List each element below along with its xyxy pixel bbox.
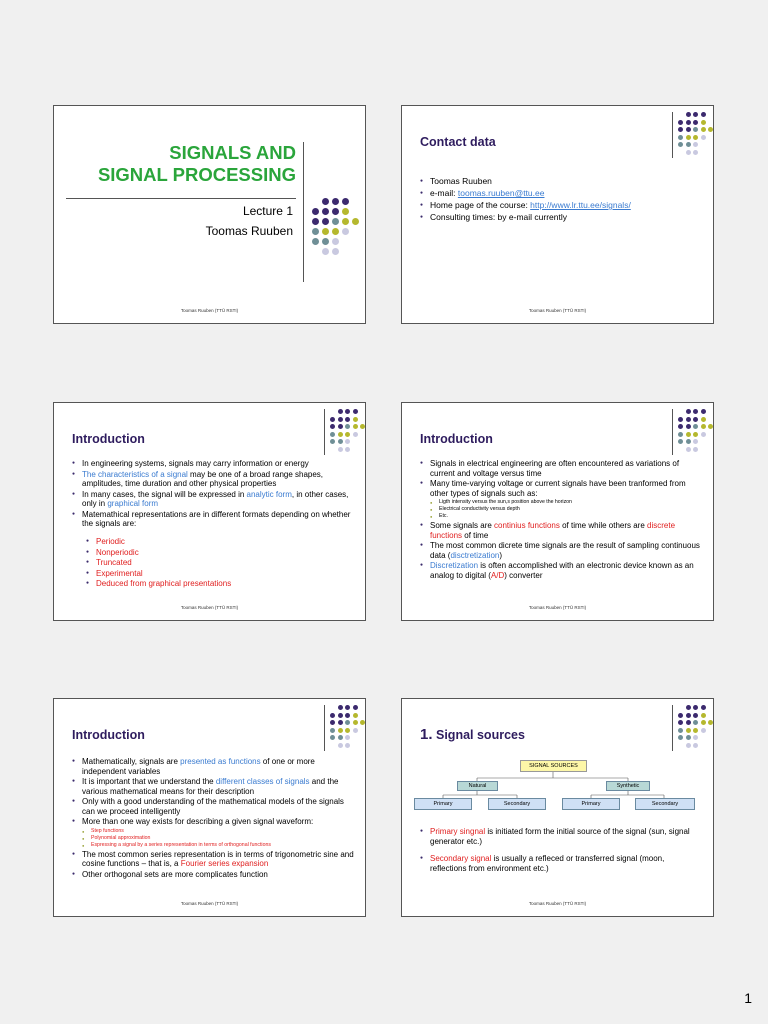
decor-dot — [693, 120, 698, 125]
list-item: ● Periodic — [86, 537, 336, 547]
list-item: ● Nonperiodic — [86, 548, 336, 558]
decor-dot — [686, 447, 691, 452]
list-item: ● More than one way exists for describing a given signal waveform: ● Step functions ● Polynomial approximation ● Espressing a signal by a series representation in terms of orthogonal functions — [72, 817, 354, 849]
sub-list — [82, 828, 354, 849]
decor-dot — [342, 218, 349, 225]
decor-dot — [686, 135, 691, 140]
decor-dot — [345, 705, 350, 710]
list-item: ● Matemathical representations are in different formats depending on whether the signals are: — [72, 510, 354, 529]
decor-dot — [678, 432, 683, 437]
diagram-natural-node: Natural — [457, 781, 498, 791]
decor-dot — [312, 208, 319, 215]
author-label: Toomas Ruuben — [205, 224, 293, 238]
decor-dot — [353, 713, 358, 718]
diagram-leaf-node: Primary — [562, 798, 620, 810]
decor-dot — [353, 409, 358, 414]
decor-dot — [322, 238, 329, 245]
decor-dot — [322, 248, 329, 255]
bullet-list — [72, 757, 354, 880]
slide-title-heading: SIGNALS AND SIGNAL PROCESSING — [97, 142, 296, 185]
list-item: ● Primary singnal is initiated form the initial source of the signal (sun, signal generator etc.) — [420, 827, 702, 846]
decor-dot — [322, 228, 329, 235]
decor-dot — [353, 720, 358, 725]
decor-dot — [330, 424, 335, 429]
list-item: ● Ligth intensity versus the sun,s position above the horizon — [430, 499, 702, 506]
decor-dot — [686, 120, 691, 125]
slide-footer: Toomas Ruuben (TTÜ RSTI) — [180, 308, 239, 313]
list-item: ● In many cases, the signal will be expressed in analytic form, in other cases, only in graphical form — [72, 490, 354, 509]
decor-dot — [686, 127, 691, 132]
decor-dot — [708, 424, 713, 429]
decor-dot — [701, 417, 706, 422]
diagram-root-node: SIGNAL SOURCES — [520, 760, 587, 772]
decor-dot — [332, 238, 339, 245]
divider-vertical — [324, 705, 325, 751]
decor-dot — [701, 120, 706, 125]
decor-dot — [330, 735, 335, 740]
decor-dot — [312, 218, 319, 225]
list-item: ● Polynomial approximation — [82, 835, 354, 842]
bullet-list — [420, 827, 702, 874]
decor-dot — [678, 142, 683, 147]
decor-dot — [330, 439, 335, 444]
decor-dot — [338, 424, 343, 429]
list-item: ● The most common series representation is in terms of trigonometric sine and cosine functions – that is, a Fourier series expansion — [72, 850, 354, 869]
decor-dot — [353, 705, 358, 710]
decor-dot — [693, 424, 698, 429]
decor-dot — [330, 432, 335, 437]
decor-dot — [322, 208, 329, 215]
decor-dot — [332, 198, 339, 205]
decor-dot — [701, 424, 706, 429]
decor-dot — [312, 228, 319, 235]
list-item: ● Consulting times: by e-mail currently — [420, 212, 700, 223]
decor-dot — [353, 417, 358, 422]
decor-dot — [338, 728, 343, 733]
divider-vertical — [303, 142, 304, 282]
decor-dot — [345, 728, 350, 733]
list-item: ● In engineering systems, signals may carry information or energy — [72, 459, 354, 469]
diagram-leaf-node: Secondary — [488, 798, 546, 810]
decor-dot — [345, 735, 350, 740]
list-item: ● Some signals are continius functions of time while others are discrete functions of time — [420, 521, 702, 540]
decor-dot — [360, 720, 365, 725]
decor-dot — [338, 743, 343, 748]
slide-heading: Introduction — [420, 432, 493, 446]
decor-dot — [693, 439, 698, 444]
list-item: ● Only with a good understanding of the mathematical models of the signals can we proceed intelligently — [72, 797, 354, 816]
decor-dot — [332, 218, 339, 225]
diagram-leaf-node: Secondary — [635, 798, 695, 810]
decor-dot — [345, 713, 350, 718]
decor-dot — [693, 135, 698, 140]
decor-dot — [686, 409, 691, 414]
decor-dot — [312, 238, 319, 245]
list-item: ● Etc. — [430, 513, 702, 520]
list-item: ● Home page of the course: http://www.lr.ttu.ee/signals/ — [420, 200, 700, 211]
decor-dot — [701, 112, 706, 117]
decor-dot — [693, 150, 698, 155]
decor-dot — [678, 127, 683, 132]
divider-vertical — [324, 409, 325, 455]
slide-footer: Toomas Ruuben (TTÜ RSTI) — [180, 605, 239, 610]
divider-horizontal — [66, 198, 296, 199]
decor-dot — [338, 439, 343, 444]
slide-footer: Toomas Ruuben (TTÜ RSTI) — [528, 605, 587, 610]
slide-heading: Introduction — [72, 432, 145, 446]
slide-contact — [401, 105, 714, 324]
decor-dot — [330, 713, 335, 718]
list-item: ● Mathematically, signals are presented as functions of one or more independent variables — [72, 757, 354, 776]
decor-dot — [686, 424, 691, 429]
decor-dot — [332, 248, 339, 255]
decor-dot — [701, 127, 706, 132]
decor-dot — [338, 417, 343, 422]
list-item: ● Deduced from graphical presentations — [86, 579, 336, 589]
decor-dot — [353, 424, 358, 429]
decor-dot — [686, 439, 691, 444]
decor-dot — [693, 127, 698, 132]
list-item: ● Discretization is often accomplished with an electronic device known as an analog to digital (A/D) converter — [420, 561, 702, 580]
list-item: ● The characteristics of a signal may be one of a broad range shapes, amplitudes, time duration and other physical properties — [72, 470, 354, 489]
decor-dot — [332, 208, 339, 215]
bullet-list — [72, 459, 354, 530]
decor-dot — [338, 713, 343, 718]
decor-dot — [345, 417, 350, 422]
slide-footer: Toomas Ruuben (TTÜ RSTI) — [528, 308, 587, 313]
list-item: ● Step functions — [82, 828, 354, 835]
slide-signal-sources — [401, 698, 714, 917]
decor-dot — [345, 439, 350, 444]
list-item: ● It is important that we understand the different classes of signals and the various mathematical means for their description — [72, 777, 354, 796]
decor-dot — [693, 432, 698, 437]
decor-dot — [693, 447, 698, 452]
list-item: ● Electrical conductivity versus depth — [430, 506, 702, 513]
decor-dot — [353, 432, 358, 437]
slide-heading: Contact data — [420, 135, 496, 149]
decor-dot — [338, 432, 343, 437]
list-item: ● e-mail: toomas.ruuben@ttu.ee — [420, 188, 700, 199]
decor-dot — [330, 417, 335, 422]
decor-dot — [345, 720, 350, 725]
decor-dot — [338, 447, 343, 452]
slide-heading: Introduction — [72, 728, 145, 742]
decor-dot — [330, 720, 335, 725]
decor-dot — [342, 198, 349, 205]
slide-title — [53, 105, 366, 324]
diagram-leaf-node: Primary — [414, 798, 472, 810]
slide-intro-1 — [53, 402, 366, 621]
sub-list — [430, 499, 702, 520]
lecture-label: Lecture 1 — [242, 204, 293, 218]
list-item: ● Secondary signal is usually a refleced or transferred signal (moon, reflections from environment etc.) — [420, 854, 702, 873]
decor-dot — [345, 409, 350, 414]
decor-dot — [338, 409, 343, 414]
decor-dot — [678, 424, 683, 429]
decor-dot — [338, 705, 343, 710]
list-item: ● Toomas Ruuben — [420, 176, 700, 187]
decor-dot — [345, 424, 350, 429]
list-item: ● Many time-varying voltage or current signals have been tranformed from other types of signals such as: ● Ligth intensity versus the sun,s position above the horizon ● Electrical conductivity versus depth ● Etc. — [420, 479, 702, 520]
list-item: ● Signals in electrical engineering are often encountered as variations of current and voltage versus time — [420, 459, 702, 478]
slide-intro-2 — [401, 402, 714, 621]
decor-dot — [686, 112, 691, 117]
signal-types-list — [86, 537, 336, 590]
list-item: ● Experimental — [86, 569, 336, 579]
decor-dot — [322, 218, 329, 225]
decor-dot — [693, 417, 698, 422]
decor-dot — [686, 432, 691, 437]
page-number: 1 — [744, 990, 752, 1006]
slide-footer: Toomas Ruuben (TTÜ RSTI) — [180, 901, 239, 906]
list-item: ● Espressing a signal by a series representation in terms of orthogonal functions — [82, 842, 354, 849]
decor-dot — [338, 720, 343, 725]
decor-dot — [330, 728, 335, 733]
decor-dot — [345, 743, 350, 748]
decor-dot — [342, 208, 349, 215]
decor-dot — [332, 228, 339, 235]
decor-dot — [693, 142, 698, 147]
bullet-list — [420, 459, 702, 581]
list-item: ● Truncated — [86, 558, 336, 568]
decor-dot — [342, 228, 349, 235]
decor-dot — [360, 424, 365, 429]
divider-vertical — [672, 409, 673, 455]
contact-list — [420, 176, 700, 224]
decor-dot — [686, 150, 691, 155]
decor-dot — [701, 409, 706, 414]
list-item: ● Other orthogonal sets are more complicates function — [72, 870, 354, 880]
decor-dot — [701, 135, 706, 140]
decor-dot — [686, 417, 691, 422]
decor-dot — [322, 198, 329, 205]
email-link[interactable]: toomas.ruuben@ttu.ee — [457, 188, 545, 198]
homepage-link[interactable]: http://www.lr.ttu.ee/signals/ — [530, 200, 631, 210]
decor-dot — [353, 728, 358, 733]
decor-dot — [678, 120, 683, 125]
decor-dot — [693, 409, 698, 414]
decor-dot — [352, 218, 359, 225]
slide-footer: Toomas Ruuben (TTÜ RSTI) — [528, 901, 587, 906]
slide-heading: 1. Signal sources — [420, 726, 525, 743]
decor-dot — [693, 112, 698, 117]
divider-vertical — [672, 112, 673, 158]
decor-dot — [678, 417, 683, 422]
decor-dot — [686, 142, 691, 147]
decor-dot — [678, 135, 683, 140]
slide-intro-3 — [53, 698, 366, 917]
decor-dot — [345, 432, 350, 437]
decor-dot — [678, 439, 683, 444]
list-item: ● The most common dicrete time signals are the result of sampling continuous data (disctretization) — [420, 541, 702, 560]
decor-dot — [338, 735, 343, 740]
decor-dot — [701, 432, 706, 437]
decor-dot — [708, 127, 713, 132]
decor-dot — [345, 447, 350, 452]
diagram-synthetic-node: Synthetic — [606, 781, 650, 791]
